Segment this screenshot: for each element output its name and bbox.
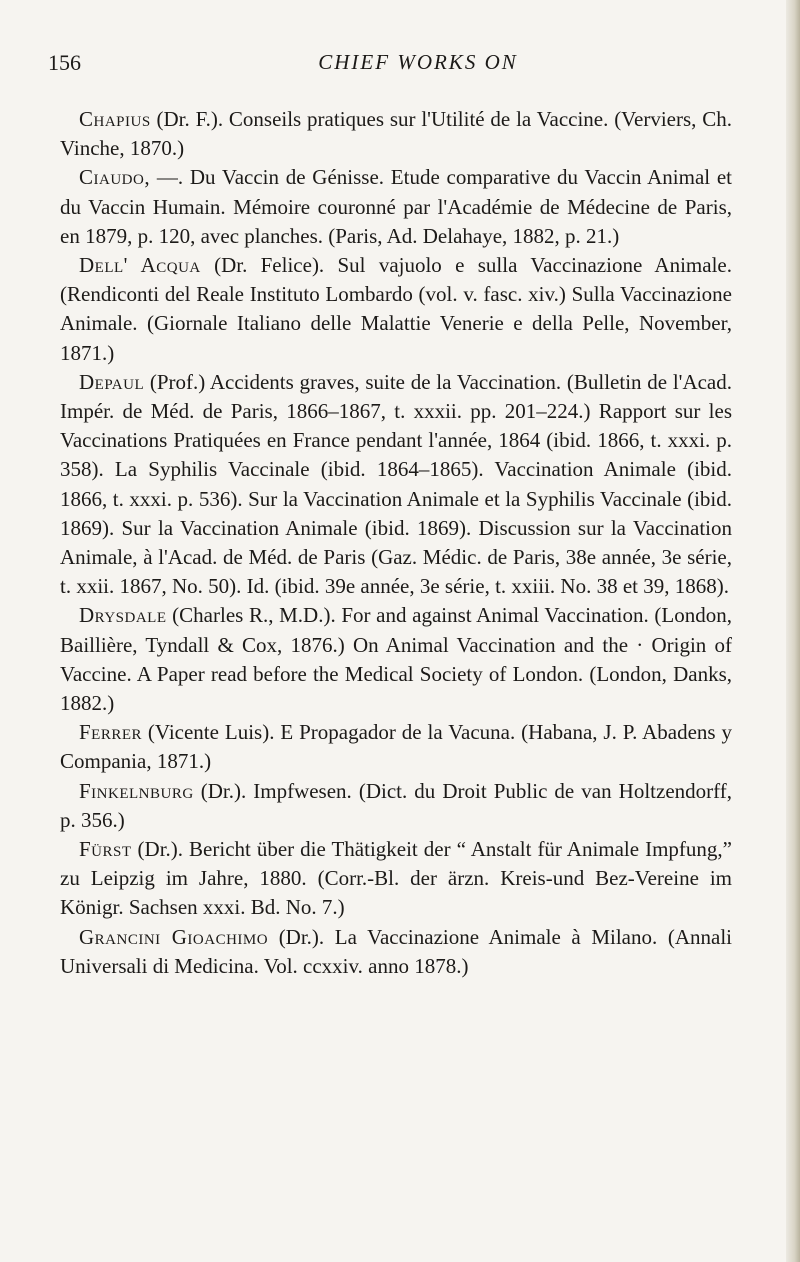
entry-text: (Dr. Felice). Sul vajuolo e sulla Vaccinazione Animale. (Rendiconti del Reale Instituto Lombardo (vol. v. fasc. xiv.) Sulla Vaccinazione Animale. (Giornale Italiano delle Malattie Venerie e della Pelle, November, 1871.) — [60, 253, 732, 365]
bibliography-entry — [60, 601, 732, 718]
entry-text: (Dr. F.). Conseils pratiques sur l'Utilité de la Vaccine. (Verviers, Ch. Vinche, 1870.) — [60, 107, 732, 161]
entry-text: (Prof.) Accidents graves, suite de la Vaccination. (Bulletin de l'Acad. Impér. de Méd. de Paris, 1866–1867, t. xxxii. pp. 201–224.) Rapport sur les Vaccinations Pratiquées en France pendant l'année, 1864 (ibid. 1866, t. xxxi. p. 358). La Syphilis Vaccinale (ibid. 1864–1865). Vaccination Animale (ibid. 1866, t. xxxi. p. 536). Sur la Vaccination Animale et la Syphilis Vaccinale (ibid. 1869). Sur la Vaccination Animale (ibid. 1869). Discussion sur la Vaccination Animale, à l'Acad. de Méd. de Paris (Gaz. Médic. de Paris, 38e année, 3e série, t. xxii. 1867, No. 50). Id. (ibid. 39e année, 3e série, t. xxiii. No. 38 et 39, 1868). — [60, 369, 732, 599]
bibliography-entry — [60, 718, 732, 776]
entry-author: Fürst — [79, 837, 132, 862]
page-header — [48, 50, 748, 80]
running-head: CHIEF WORKS ON — [318, 50, 518, 74]
page-number: 156 — [48, 50, 81, 75]
entry-text: (Dr.). Bericht über die Thätigkeit der “ Anstalt für Animale Impfung,” zu Leipzig im Jahre, 1880. (Corr.-Bl. der ärzn. Kreis-und Bez-Vereine im Königr. Sachsen xxxi. Bd. No. 7.) — [60, 837, 732, 920]
entry-text: —. Du Vaccin de Génisse. Etude comparative du Vaccin Animal et du Vaccin Humain. Mémoire couronné par l'Académie de Médecine de Paris, en 1879, p. 120, avec planches. (Paris, Ad. Delahaye, 1882, p. 21.) — [60, 165, 732, 248]
entry-author: Grancini Gioachimo — [79, 924, 269, 949]
entry-author: Chapius — [79, 107, 151, 131]
entry-author: Ciaudo, — [79, 165, 151, 190]
entry-text: (Charles R., M.D.). For and against Animal Vaccination. (London, Baillière, Tyndall & Cox, 1876.) On Animal Vaccination and the · Origin of Vaccine. A Paper read before the Medical Society of London. (London, Danks, 1882.) — [60, 603, 732, 716]
bibliography-entry — [60, 923, 732, 981]
bibliography-entry — [60, 251, 732, 368]
bibliography-list — [60, 105, 732, 981]
entry-text: (Dr.). La Vaccinazione Animale à Milano. (Annali Universali di Medicina. Vol. ccxxiv. anno 1878.) — [60, 924, 732, 978]
entry-author: Depaul — [79, 369, 145, 394]
entry-text: (Dr.). Impfwesen. (Dict. du Droit Public de van Holtzendorff, p. 356.) — [60, 778, 732, 832]
bibliography-entry — [60, 777, 732, 835]
entry-author: Drysdale — [79, 603, 167, 628]
entry-author: Finkelnburg — [79, 778, 194, 803]
entry-author: Dell' Acqua — [79, 253, 201, 278]
bibliography-entry — [60, 105, 732, 163]
entry-text: (Vicente Luis). E Propagador de la Vacuna. (Habana, J. P. Abadens y Compania, 1871.) — [60, 720, 732, 774]
page-edge-shadow — [786, 0, 800, 1262]
bibliography-entry — [60, 163, 732, 251]
bibliography-entry — [60, 368, 732, 602]
bibliography-entry — [60, 835, 732, 923]
entry-author: Ferrer — [79, 720, 143, 745]
